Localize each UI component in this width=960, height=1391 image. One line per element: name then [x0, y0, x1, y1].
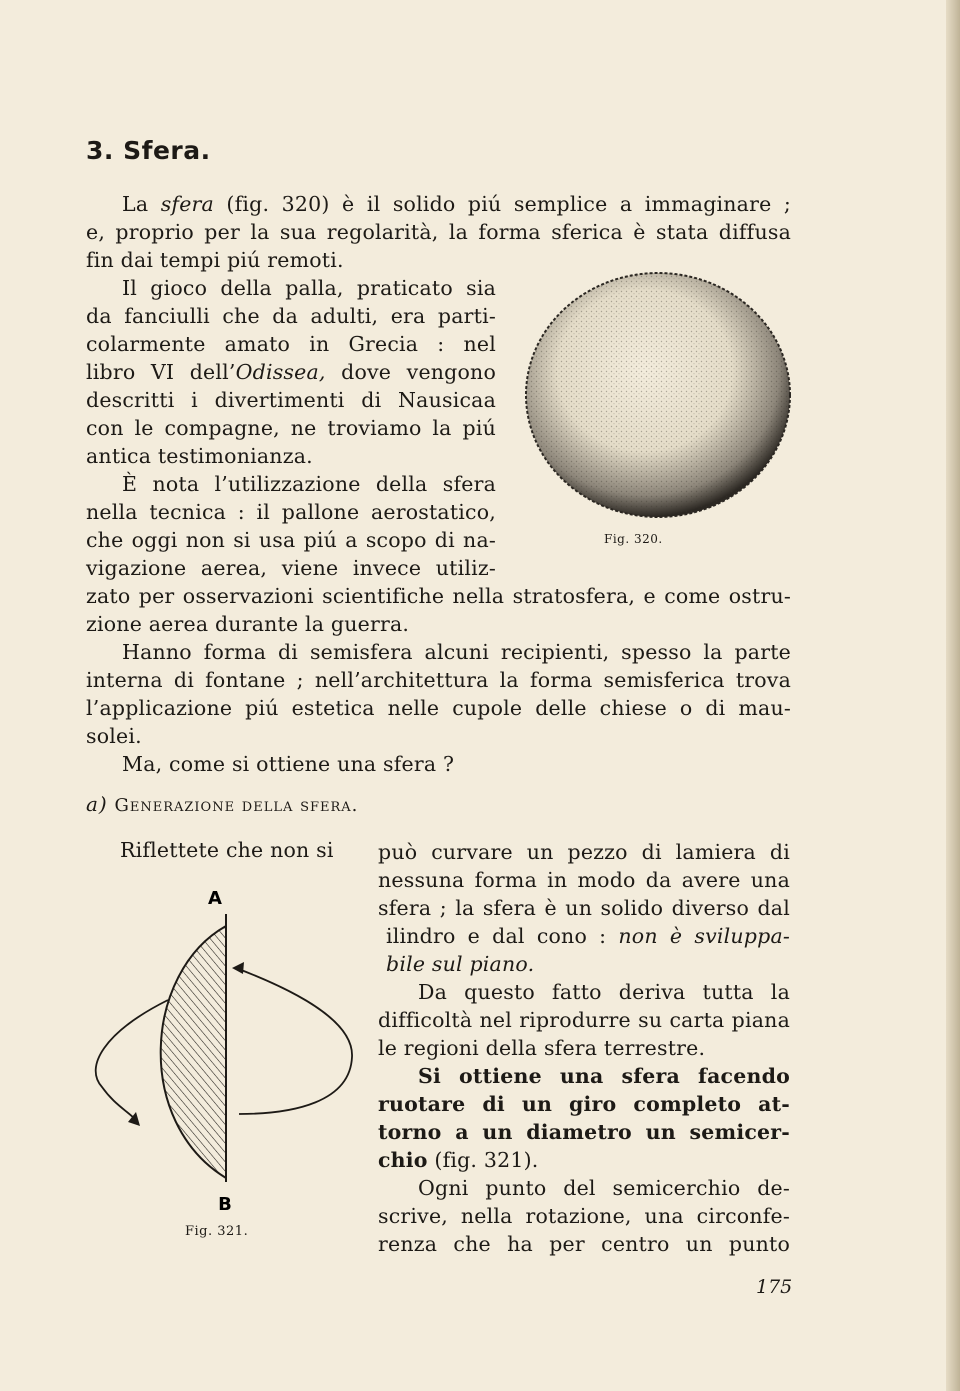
text-line: Ogni punto del semicerchio de-	[418, 1176, 790, 1200]
fig-321-caption: Fig. 321.	[185, 1224, 249, 1239]
text-line: Da questo fatto deriva tutta la	[418, 980, 790, 1004]
text-line: con le compagne, ne troviamo la piú	[86, 416, 496, 440]
semicircle-rotation-figure	[84, 882, 366, 1217]
text-line: da fanciulli che da adulti, era parti-	[86, 304, 496, 328]
text-line: libro VI dell’Odissea, dove vengono	[86, 360, 496, 384]
text-line: l’applicazione piú estetica nelle cupole delle chiese o di mau-	[86, 696, 791, 720]
label-b: B	[218, 1194, 232, 1215]
rotation-arc-right	[236, 968, 352, 1114]
label-a: A	[208, 888, 222, 909]
text-line: scrive, nella rotazione, una circonfe-	[378, 1204, 790, 1228]
text-line: Riflettete che non si	[120, 838, 334, 862]
sphere-figure	[520, 270, 795, 530]
text-line: sfera ; la sfera è un solido diverso dal	[378, 896, 790, 920]
text-line: solei.	[86, 724, 142, 748]
text-line: fin dai tempi piú remoti.	[86, 248, 344, 272]
text-line: nessuna forma in modo da avere una	[378, 868, 790, 892]
text-line: torno a un diametro un semicer-	[378, 1120, 790, 1144]
question-line: Ma, come si ottiene una sfera ?	[122, 752, 455, 776]
text-line: Il gioco della palla, praticato sia	[122, 276, 496, 300]
text-line: antica testimonianza.	[86, 444, 313, 468]
text-line: vigazione aerea, viene invece utiliz-	[86, 556, 496, 580]
text-line: zione aerea durante la guerra.	[86, 612, 410, 636]
fig-320-caption: Fig. 320.	[604, 532, 663, 546]
text-line: chio (fig. 321).	[378, 1148, 539, 1172]
arrowhead-right	[232, 962, 244, 974]
page-edge	[946, 0, 960, 1391]
text-line: e, proprio per la sua regolarità, la forma sferica è stata diffusa	[86, 220, 791, 244]
text-column	[378, 838, 790, 1258]
text-line: descritti i divertimenti di Nausicaa	[86, 388, 496, 412]
semicircle	[161, 926, 226, 1178]
text-line: Hanno forma di semisfera alcuni recipienti, spesso la parte	[122, 640, 791, 664]
text-line: Si ottiene una sfera facendo	[418, 1064, 790, 1088]
subsection-title: a) Generazione della sfera.	[86, 792, 359, 816]
text-line: nella tecnica : il pallone aerostatico,	[86, 500, 496, 524]
text-line: renza che ha per centro un punto	[378, 1232, 790, 1256]
text-line: che oggi non si usa piú a scopo di na-	[86, 528, 496, 552]
text-line: ruotare di un giro completo at-	[378, 1092, 790, 1116]
text-line: le regioni della sfera terrestre.	[378, 1036, 706, 1060]
text-line: colarmente amato in Grecia : nel	[86, 332, 496, 356]
text-line: È nota l’utilizzazione della sfera	[122, 472, 496, 496]
text-line: interna di fontane ; nell’architettura la forma semisferica trova	[86, 668, 791, 692]
text-line: ilindro e dal cono : non è sviluppa-	[386, 924, 790, 948]
rotation-arc-left	[96, 1000, 168, 1120]
section-heading: 3. Sfera.	[86, 136, 211, 165]
text-line: La sfera (fig. 320) è il solido piú semplice a immaginare ;	[122, 192, 791, 216]
sphere-stipple	[526, 273, 790, 517]
page-number: 175	[756, 1276, 793, 1298]
text-line: può curvare un pezzo di lamiera di	[378, 840, 790, 864]
text-line: bile sul piano.	[386, 952, 535, 976]
text-line: difficoltà nel riprodurre su carta piana	[378, 1008, 790, 1032]
text-line: zato per osservazioni scientifiche nella stratosfera, e come ostru-	[86, 584, 791, 608]
